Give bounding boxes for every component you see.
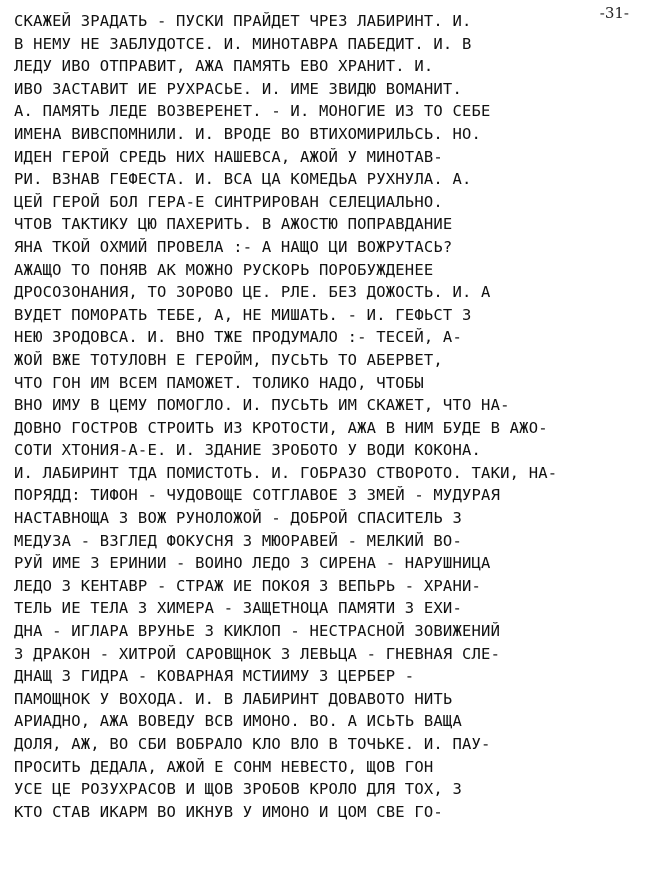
text-line: В НЕМУ НЕ ЗАБЛУДОТСЕ. И. МИНОТАВРА ПАБЕДИТ. И. В [14, 34, 472, 53]
text-line: ЧТО ГОН ИМ ВСЕМ ПАМОЖЕТ. ТОЛИКО НАДО, ЧТОБЫ [14, 373, 424, 392]
text-line: ИМЕНА ВИВСПОМНИЛИ. И. ВРОДЕ ВО ВТИХОМИРИЛЬСЬ. НО. [14, 124, 482, 143]
text-line: ИДЕН ГЕРОЙ СРЕДЬ НИХ НАШЕВСА, АЖОЙ У МИНОТАВ- [14, 147, 443, 166]
page-number: -31- [599, 4, 629, 22]
text-line: З ДРАКОН - ХИТРОЙ САРОВЩНОК З ЛЕВЬЦА - ГНЕВНАЯ СЛЕ- [14, 644, 501, 663]
handwritten-text-block [14, 10, 634, 823]
text-line: ПРОСИТЬ ДЕДАЛА, АЖОЙ Е СОНМ НЕВЕСТО, ЩОВ ГОН [14, 757, 434, 776]
text-line: АЖАЩО ТО ПОНЯВ АК МОЖНО РУСКОРЬ ПОРОБУЖДЕНЕЕ [14, 260, 434, 279]
text-line: ЛЕДО З КЕНТАВР - СТРАЖ ИЕ ПОКОЯ З ВЕПЬРЬ - ХРАНИ- [14, 576, 482, 595]
text-line: ЧТОВ ТАКТИКУ ЦЮ ПАХЕРИТЬ. В АЖОСТЮ ПОПРАВДАНИЕ [14, 215, 453, 234]
text-line: ДНА - ИГЛАРА ВРУНЬЕ З КИКЛОП - НЕСТРАСНОЙ ЗОВИЖЕНИЙ [14, 622, 501, 641]
text-line: СОТИ ХТОНИЯ-А-Е. И. ЗДАНИЕ ЗРОБОТО У ВОДИ КОКОНА. [14, 441, 482, 460]
text-line: АРИАДНО, АЖА ВОВЕДУ ВСВ ИМОНО. ВО. А ИСЬТЬ ВАЩА [14, 712, 462, 731]
text-line: ЛЕДУ ИВО ОТПРАВИТ, АЖА ПАМЯТЬ ЕВО ХРАНИТ. И. [14, 57, 434, 76]
text-line: ВУДЕТ ПОМОРАТЬ ТЕБЕ, А, НЕ МИШАТЬ. - И. ГЕФЬСТ З [14, 305, 472, 324]
text-line: ЖОЙ ВЖЕ ТОТУЛОВН Е ГЕРОЙМ, ПУСЬТЬ ТО АБЕРВЕТ, [14, 350, 443, 369]
text-line: СКАЖЕЙ ЗРАДАТЬ - ПУСКИ ПРАЙДЕТ ЧРЕЗ ЛАБИРИНТ. И. [14, 12, 472, 30]
text-line: НЕЮ ЗРОДОВСА. И. ВНО ТЖЕ ПРОДУМАЛО :- ТЕСЕЙ, А- [14, 328, 462, 347]
text-line: ИВО ЗАСТАВИТ ИЕ РУХРАСЬЕ. И. ИМЕ ЗВИДЮ ВОМАНИТ. [14, 79, 462, 98]
text-line: КТО СТАВ ИКАРМ ВО ИКНУВ У ИМОНО И ЦОМ СВЕ ГО- [14, 802, 443, 821]
text-line: ПОРЯДД: ТИФОН - ЧУДОВОЩЕ СОТГЛАВОЕ З ЗМЕЙ - МУДУРАЯ [14, 486, 501, 505]
text-line: РИ. ВЗНАВ ГЕФЕСТА. И. ВСА ЦА КОМЕДЬА РУХНУЛА. А. [14, 170, 472, 189]
text-line: А. ПАМЯТЬ ЛЕДЕ ВОЗВЕРЕНЕТ. - И. МОНОГИЕ ИЗ ТО СЕБЕ [14, 102, 491, 121]
text-line: МЕДУЗА - ВЗГЛЕД ФОКУСНЯ З МЮОРАВЕЙ - МЕЛКИЙ ВО- [14, 531, 462, 550]
text-line: ТЕЛЬ ИЕ ТЕЛА З ХИМЕРА - ЗАЩЕТНОЦА ПАМЯТИ З ЕХИ- [14, 599, 462, 618]
text-line: ПАМОЩНОК У ВОХОДА. И. В ЛАБИРИНТ ДОВАВОТО НИТЬ [14, 689, 453, 708]
text-line: ЯНА ТКОЙ ОХМИЙ ПРОВЕЛА :- А НАЩО ЦИ ВОЖРУТАСЬ? [14, 237, 453, 256]
text-line: ДНАЩ З ГИДРА - КОВАРНАЯ МСТИИМУ З ЦЕРБЕР - [14, 667, 415, 686]
text-line: ДОВНО ГОСТРОВ СТРОИТЬ ИЗ КРОТОСТИ, АЖА В НИМ БУДЕ В АЖО- [14, 418, 548, 437]
text-line: РУЙ ИМЕ З ЕРИНИИ - ВОИНО ЛЕДО З СИРЕНА - НАРУШНИЦА [14, 554, 491, 573]
text-line: И. ЛАБИРИНТ ТДА ПОМИСТОТЬ. И. ГОБРАЗО СТВОРОТО. ТАКИ, НА- [14, 463, 558, 482]
text-line: ДРОСОЗОНАНИЯ, ТО ЗОРОВО ЦЕ. РЛЕ. БЕЗ ДОЖОСТЬ. И. А [14, 283, 491, 302]
text-line: ЦЕЙ ГЕРОЙ БОЛ ГЕРА-Е СИНТРИРОВАН СЕЛЕЦИАЛЬНО. [14, 192, 443, 211]
text-line: ВНО ИМУ В ЦЕМУ ПОМОГЛО. И. ПУСЬТЬ ИМ СКАЖЕТ, ЧТО НА- [14, 396, 510, 415]
text-line: НАСТАВНОЩА З ВОЖ РУНОЛОЖОЙ - ДОБРОЙ СПАСИТЕЛЬ З [14, 509, 462, 528]
text-line: УСЕ ЦЕ РОЗУХРАСОВ И ЩОВ ЗРОБОВ КРОЛО ДЛЯ ТОХ, З [14, 780, 462, 799]
text-line: ДОЛЯ, АЖ, ВО СБИ ВОБРАЛО КЛО ВЛО В ТОЧЬКЕ. И. ПАУ- [14, 735, 491, 753]
